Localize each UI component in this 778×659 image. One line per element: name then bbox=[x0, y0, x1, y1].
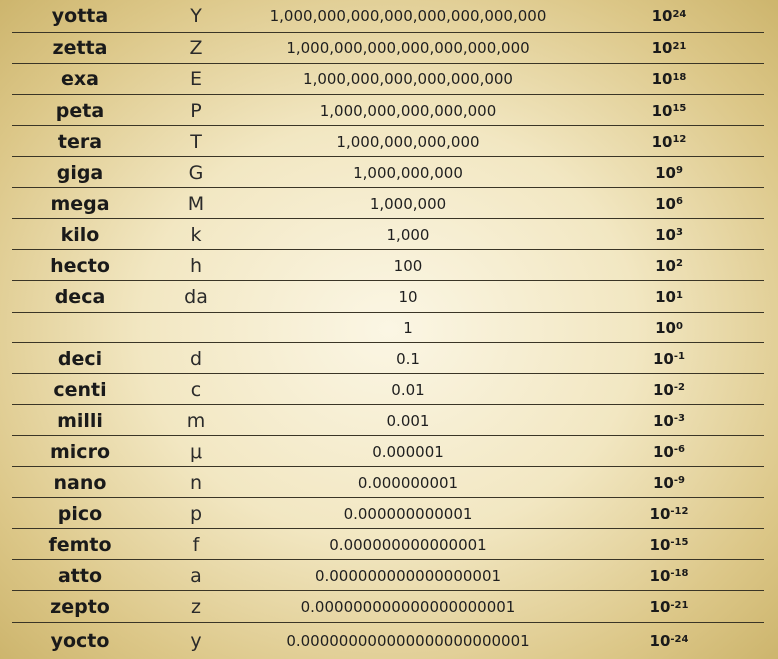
prefix-name: yocto bbox=[50, 630, 110, 652]
prefix-symbol: M bbox=[187, 192, 205, 215]
power-base: 10 bbox=[653, 349, 674, 368]
table-row bbox=[0, 157, 778, 188]
row-divider bbox=[12, 404, 764, 405]
row-divider bbox=[12, 63, 764, 64]
row-divider bbox=[12, 559, 764, 560]
row-divider bbox=[12, 373, 764, 374]
table-row bbox=[0, 560, 778, 591]
prefix-name: centi bbox=[53, 378, 107, 401]
row-divider bbox=[12, 94, 764, 95]
power-exponent: -18 bbox=[670, 568, 689, 579]
power-exponent: -3 bbox=[673, 413, 685, 424]
power-base: 10 bbox=[653, 473, 674, 492]
power-base: 10 bbox=[649, 504, 671, 523]
power-of-ten bbox=[594, 529, 744, 560]
row-divider bbox=[12, 218, 764, 219]
power-exponent: 24 bbox=[672, 8, 687, 20]
row-divider bbox=[12, 156, 764, 157]
decimal-value: 1,000,000,000,000,000,000,000 bbox=[286, 39, 530, 57]
power-base: 10 bbox=[649, 535, 671, 554]
power-base: 10 bbox=[655, 225, 676, 244]
power-exponent: 0 bbox=[675, 320, 683, 332]
power-base: 10 bbox=[651, 7, 673, 25]
power-exponent: 2 bbox=[675, 258, 683, 269]
decimal-value: 1,000,000,000,000,000,000 bbox=[303, 70, 513, 88]
prefix-name: mega bbox=[50, 192, 110, 215]
prefix-symbol: a bbox=[190, 564, 202, 587]
power-exponent: -6 bbox=[673, 444, 685, 455]
prefix-name: femto bbox=[48, 533, 112, 556]
decimal-value: 1,000,000,000,000,000 bbox=[319, 101, 497, 120]
power-of-ten bbox=[594, 281, 744, 313]
power-exponent: 6 bbox=[675, 196, 683, 207]
prefix-symbol: Y bbox=[190, 5, 202, 27]
decimal-value: 100 bbox=[393, 256, 423, 275]
power-base: 10 bbox=[653, 442, 674, 461]
power-base: 10 bbox=[653, 380, 674, 399]
row-divider bbox=[12, 435, 764, 436]
row-divider bbox=[12, 187, 764, 188]
row-divider bbox=[12, 280, 764, 281]
prefix-symbol: d bbox=[189, 347, 203, 370]
decimal-value: 0.001 bbox=[386, 411, 430, 430]
decimal-value: 10 bbox=[398, 288, 418, 306]
power-base: 10 bbox=[655, 288, 676, 306]
power-exponent: -9 bbox=[673, 475, 685, 486]
power-of-ten bbox=[594, 436, 744, 467]
row-divider bbox=[12, 528, 764, 529]
row-divider bbox=[12, 312, 764, 313]
row-divider bbox=[12, 249, 764, 250]
table-row bbox=[0, 33, 778, 63]
row-divider bbox=[12, 497, 764, 498]
power-base: 10 bbox=[649, 598, 671, 616]
prefix-name: peta bbox=[55, 99, 105, 122]
decimal-value: 0.000000000000001 bbox=[329, 535, 487, 554]
prefix-name: yotta bbox=[51, 5, 109, 27]
decimal-value: 0.01 bbox=[391, 380, 425, 399]
prefix-symbol: n bbox=[189, 471, 203, 494]
table-row bbox=[0, 343, 778, 374]
power-of-ten bbox=[594, 343, 744, 374]
prefix-symbol: y bbox=[190, 630, 202, 652]
power-exponent: 15 bbox=[672, 103, 687, 114]
power-base: 10 bbox=[653, 411, 674, 430]
prefix-symbol: da bbox=[184, 286, 208, 308]
table-row bbox=[0, 0, 778, 32]
table-row bbox=[0, 374, 778, 405]
table-row bbox=[0, 591, 778, 623]
prefix-name: zepto bbox=[50, 596, 110, 618]
row-divider bbox=[12, 466, 764, 467]
prefix-name: nano bbox=[53, 471, 107, 494]
power-of-ten bbox=[594, 591, 744, 623]
prefix-symbol bbox=[160, 313, 232, 343]
prefix-name: atto bbox=[57, 564, 103, 587]
prefix-name: tera bbox=[57, 130, 103, 153]
decimal-value: 1 bbox=[403, 319, 413, 337]
row-divider bbox=[12, 590, 764, 591]
power-exponent: -12 bbox=[670, 506, 689, 517]
power-exponent: -21 bbox=[670, 599, 689, 611]
prefix-symbol: T bbox=[190, 130, 202, 153]
prefix-symbol: f bbox=[192, 533, 200, 556]
table-row bbox=[0, 63, 778, 95]
decimal-value: 1,000,000 bbox=[369, 194, 447, 213]
power-base: 10 bbox=[651, 132, 673, 151]
power-of-ten bbox=[594, 498, 744, 529]
decimal-value: 0.000000000000000001 bbox=[314, 566, 502, 585]
power-of-ten bbox=[594, 188, 744, 219]
table-row bbox=[0, 467, 778, 498]
power-of-ten bbox=[594, 0, 744, 32]
power-of-ten bbox=[594, 467, 744, 498]
table-row bbox=[0, 188, 778, 219]
power-exponent: 12 bbox=[672, 134, 687, 145]
power-of-ten bbox=[594, 374, 744, 405]
power-of-ten bbox=[594, 219, 744, 250]
decimal-value: 0.000000000000000000000001 bbox=[286, 632, 530, 650]
prefix-name bbox=[0, 313, 160, 343]
power-of-ten bbox=[594, 157, 744, 188]
power-exponent: 18 bbox=[672, 71, 687, 83]
decimal-value: 0.1 bbox=[396, 349, 420, 368]
prefix-name: pico bbox=[57, 502, 103, 525]
prefix-name: micro bbox=[50, 440, 110, 463]
table-row bbox=[0, 405, 778, 436]
decimal-value: 1,000,000,000,000,000,000,000,000 bbox=[269, 7, 547, 25]
power-exponent: 3 bbox=[675, 227, 683, 238]
power-of-ten bbox=[594, 313, 744, 343]
power-exponent: -24 bbox=[670, 633, 689, 645]
prefix-name: deca bbox=[54, 286, 106, 308]
row-divider bbox=[12, 622, 764, 623]
prefix-symbol: G bbox=[188, 161, 204, 184]
table-row bbox=[0, 313, 778, 343]
decimal-value: 1,000 bbox=[386, 225, 430, 244]
table-row bbox=[0, 219, 778, 250]
power-of-ten bbox=[594, 405, 744, 436]
power-base: 10 bbox=[655, 319, 676, 337]
power-exponent: -15 bbox=[670, 537, 689, 548]
prefix-symbol: c bbox=[190, 378, 202, 401]
prefix-name: hecto bbox=[50, 254, 110, 277]
table-row bbox=[0, 95, 778, 126]
prefix-name: milli bbox=[57, 409, 103, 432]
table-row bbox=[0, 250, 778, 281]
decimal-value: 0.000000001 bbox=[357, 473, 459, 492]
power-of-ten bbox=[594, 33, 744, 63]
row-divider bbox=[12, 342, 764, 343]
power-exponent: -2 bbox=[673, 382, 685, 393]
prefix-name: kilo bbox=[60, 223, 100, 246]
prefix-name: exa bbox=[61, 68, 99, 90]
table-row bbox=[0, 623, 778, 659]
power-base: 10 bbox=[649, 566, 671, 585]
prefix-symbol: k bbox=[190, 223, 202, 246]
table-row bbox=[0, 498, 778, 529]
table-row bbox=[0, 126, 778, 157]
power-exponent: -1 bbox=[673, 351, 685, 362]
prefix-symbol: h bbox=[189, 254, 203, 277]
power-of-ten bbox=[594, 623, 744, 659]
decimal-value: 1,000,000,000 bbox=[353, 163, 463, 182]
prefix-symbol: p bbox=[189, 502, 203, 525]
power-base: 10 bbox=[651, 39, 673, 57]
power-exponent: 1 bbox=[675, 289, 683, 301]
power-of-ten bbox=[594, 126, 744, 157]
power-base: 10 bbox=[649, 632, 671, 650]
power-base: 10 bbox=[655, 194, 676, 213]
prefix-symbol: P bbox=[190, 99, 202, 122]
decimal-value: 0.000000000001 bbox=[343, 504, 473, 523]
row-divider bbox=[12, 125, 764, 126]
table-row bbox=[0, 529, 778, 560]
power-base: 10 bbox=[655, 163, 676, 182]
table-row bbox=[0, 436, 778, 467]
power-of-ten bbox=[594, 63, 744, 95]
decimal-value: 0.000001 bbox=[372, 442, 444, 461]
power-base: 10 bbox=[651, 70, 673, 88]
power-base: 10 bbox=[651, 101, 673, 120]
prefix-symbol: m bbox=[186, 409, 206, 432]
prefix-symbol: Z bbox=[189, 37, 203, 59]
power-of-ten bbox=[594, 95, 744, 126]
prefix-name: deci bbox=[57, 347, 103, 370]
power-exponent: 9 bbox=[675, 165, 683, 176]
prefix-name: giga bbox=[56, 161, 104, 184]
row-divider bbox=[12, 32, 764, 33]
power-of-ten bbox=[594, 560, 744, 591]
decimal-value: 0.000000000000000000001 bbox=[300, 598, 516, 616]
prefix-symbol: z bbox=[191, 596, 201, 618]
prefix-symbol: E bbox=[189, 68, 202, 90]
decimal-value: 1,000,000,000,000 bbox=[336, 132, 480, 151]
prefix-symbol: μ bbox=[189, 440, 203, 463]
power-base: 10 bbox=[655, 256, 676, 275]
table-row bbox=[0, 281, 778, 313]
power-of-ten bbox=[594, 250, 744, 281]
power-exponent: 21 bbox=[672, 40, 687, 52]
prefix-name: zetta bbox=[52, 37, 108, 59]
